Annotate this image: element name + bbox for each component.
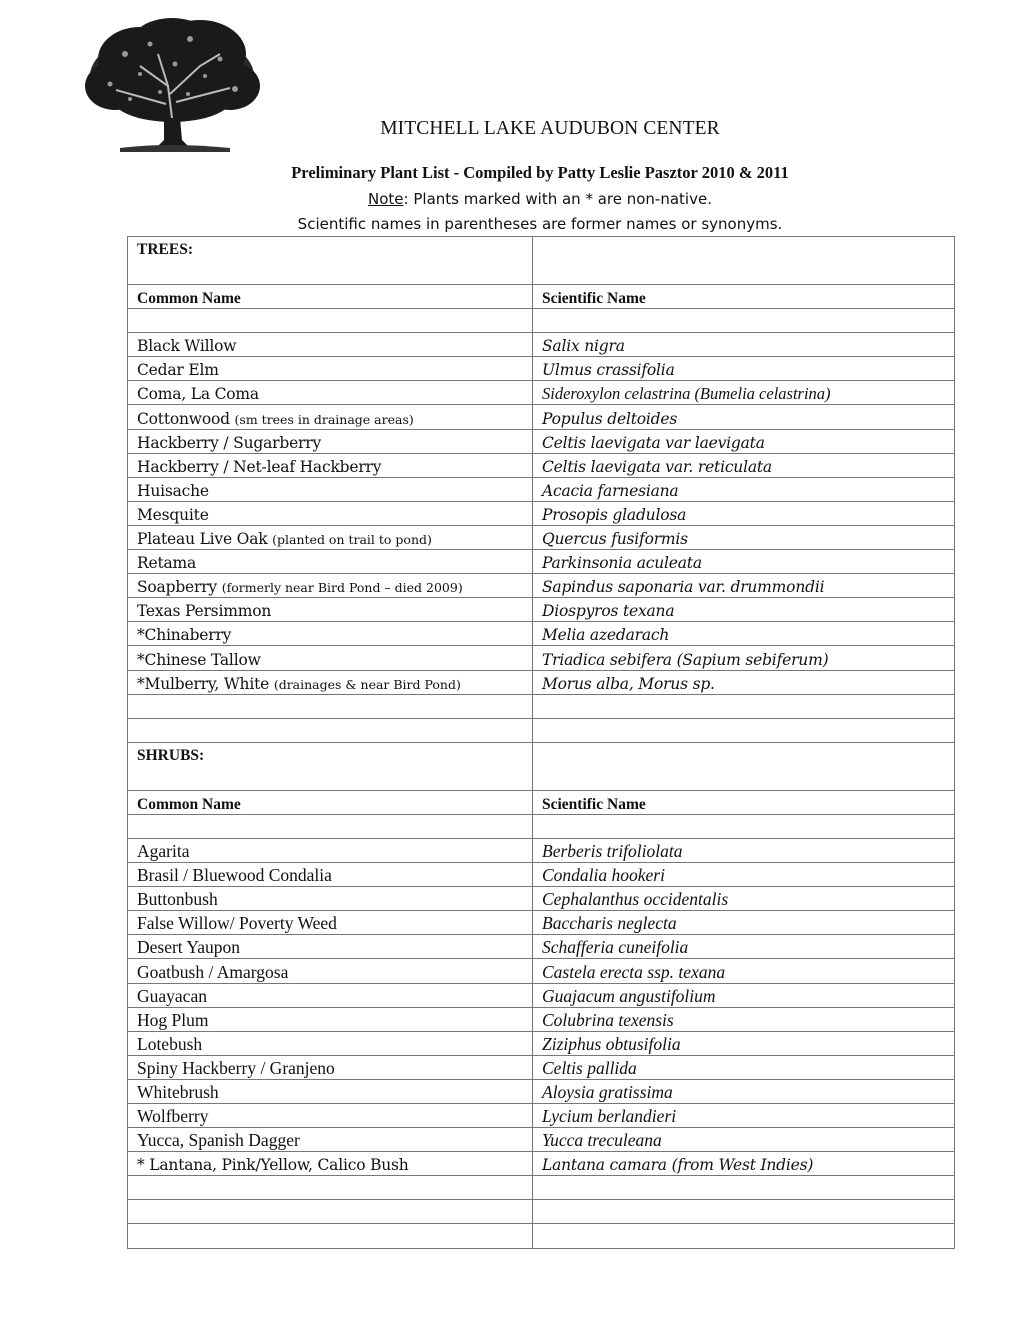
scientific-name-cell	[533, 935, 955, 959]
trees-row	[128, 525, 955, 549]
blank-cell	[128, 814, 533, 838]
scientific-name: Ulmus crassifolia	[542, 361, 675, 380]
scientific-name-cell	[533, 525, 955, 549]
column-header-common	[128, 285, 533, 309]
blank-cell	[533, 1224, 955, 1248]
shrubs-row	[128, 838, 955, 862]
common-name: Retama	[137, 554, 197, 573]
scientific-name: Ziziphus obtusifolia	[542, 1033, 681, 1054]
common-name-cell	[128, 1007, 533, 1031]
trees-header-row	[128, 285, 955, 309]
scientific-name: Lantana camara (from West Indies)	[542, 1156, 814, 1175]
scientific-name: Quercus fusiformis	[542, 530, 688, 549]
column-header-scientific	[533, 790, 955, 814]
trees-row	[128, 453, 955, 477]
common-name: Coma, La Coma	[137, 385, 259, 404]
common-name-cell	[128, 525, 533, 549]
scientific-name-cell	[533, 911, 955, 935]
scientific-name: Condalia hookeri	[542, 865, 665, 886]
blank-row	[128, 814, 955, 838]
scientific-name-cell	[533, 429, 955, 453]
shrubs-row	[128, 1152, 955, 1176]
common-name-cell	[128, 598, 533, 622]
trees-row	[128, 622, 955, 646]
scientific-name-cell	[533, 598, 955, 622]
common-name-cell	[128, 1152, 533, 1176]
scientific-name-cell	[533, 1128, 955, 1152]
common-name: Black Willow	[137, 337, 237, 356]
scientific-name-cell	[533, 574, 955, 598]
blank-row	[128, 309, 955, 333]
scientific-name-cell	[533, 983, 955, 1007]
blank-row	[128, 694, 955, 718]
scientific-name-cell	[533, 1031, 955, 1055]
trees-row	[128, 357, 955, 381]
blank-cell	[128, 1176, 533, 1200]
scientific-name: Guajacum angustifolium	[542, 985, 716, 1006]
scientific-name: Populus deltoides	[542, 409, 678, 428]
common-name: Desert Yaupon	[137, 937, 241, 958]
scientific-name-cell	[533, 333, 955, 357]
scientific-name-cell	[533, 622, 955, 646]
trees-row	[128, 646, 955, 670]
scientific-name-cell	[533, 357, 955, 381]
blank-cell	[128, 718, 533, 742]
common-name-cell	[128, 959, 533, 983]
common-name: Yucca, Spanish Dagger	[137, 1130, 300, 1151]
scientific-name: Yucca treculeana	[542, 1130, 662, 1151]
trees-row	[128, 598, 955, 622]
common-name-cell	[128, 429, 533, 453]
blank-cell	[533, 1200, 955, 1224]
scientific-name-cell	[533, 1079, 955, 1103]
column-header-common	[128, 790, 533, 814]
scientific-name-cell	[533, 477, 955, 501]
common-name-cell	[128, 935, 533, 959]
common-name-cell	[128, 670, 533, 694]
scientific-name: Morus alba, Morus sp.	[542, 674, 715, 693]
shrubs-row	[128, 959, 955, 983]
scientific-name: Melia azedarach	[542, 626, 670, 645]
habitat-note: (drainages & near Bird Pond)	[273, 676, 461, 692]
common-name-cell	[128, 983, 533, 1007]
scientific-name: Diospyros texana	[542, 602, 675, 621]
shrubs-row	[128, 911, 955, 935]
scientific-name: Celtis laevigata var laevigata	[542, 433, 765, 452]
blank-cell	[533, 718, 955, 742]
scientific-name: Celtis laevigata var. reticulata	[542, 457, 772, 476]
shrubs-row	[128, 935, 955, 959]
blank-row	[128, 1200, 955, 1224]
blank-cell	[128, 309, 533, 333]
common-name: Plateau Live Oak	[137, 530, 273, 549]
shrubs-row	[128, 1104, 955, 1128]
scientific-name: Castela erecta ssp. texana	[542, 961, 726, 982]
common-name: Brasil / Bluewood Condalia	[137, 865, 332, 886]
common-name-cell	[128, 1031, 533, 1055]
scientific-name: Sapindus saponaria var. drummondii	[542, 578, 825, 597]
scientific-name: Colubrina texensis	[542, 1009, 674, 1030]
shrubs-row	[128, 1031, 955, 1055]
section-label-cell	[128, 742, 533, 790]
blank-row	[128, 1176, 955, 1200]
trees-row	[128, 405, 955, 429]
common-name-cell	[128, 1079, 533, 1103]
common-name-cell	[128, 453, 533, 477]
common-name: Cedar Elm	[137, 361, 219, 380]
section-empty-cell	[533, 237, 955, 285]
blank-cell	[128, 1200, 533, 1224]
scientific-name-cell	[533, 670, 955, 694]
scientific-name: Prosopis gladulosa	[542, 505, 687, 524]
scientific-name: Triadica sebifera (Sapium sebiferum)	[542, 650, 829, 669]
scientific-name: Salix nigra	[542, 337, 625, 356]
common-name: *Mulberry, White	[137, 674, 274, 693]
common-name: *Chinese Tallow	[137, 650, 261, 669]
habitat-note: (planted on trail to pond)	[272, 532, 432, 548]
note-synonyms: Scientific names in parentheses are former names or synonyms.	[297, 215, 783, 233]
common-name: Goatbush / Amargosa	[137, 961, 289, 982]
common-name-cell	[128, 501, 533, 525]
scientific-name-cell	[533, 1007, 955, 1031]
blank-row	[128, 1224, 955, 1248]
trees-row	[128, 381, 955, 405]
common-name-cell	[128, 477, 533, 501]
trees-row	[128, 501, 955, 525]
shrubs-row	[128, 887, 955, 911]
blank-cell	[128, 694, 533, 718]
scientific-name-cell	[533, 1152, 955, 1176]
scientific-name-cell	[533, 646, 955, 670]
shrubs-section-row	[128, 742, 955, 790]
scientific-name: Sideroxylon celastrina (Bumelia celastrina)	[542, 384, 831, 404]
blank-cell	[533, 814, 955, 838]
shrubs-row	[128, 1007, 955, 1031]
common-name: Hackberry / Sugarberry	[137, 433, 322, 452]
trees-row	[128, 574, 955, 598]
plant-table	[127, 236, 955, 1249]
scientific-name: Aloysia gratissima	[542, 1082, 673, 1102]
common-name: Wolfberry	[137, 1106, 209, 1127]
trees-row	[128, 477, 955, 501]
scientific-name-cell	[533, 1055, 955, 1079]
shrubs-row	[128, 1079, 955, 1103]
common-name-cell	[128, 381, 533, 405]
scientific-name-cell	[533, 887, 955, 911]
common-name-cell	[128, 1104, 533, 1128]
scientific-name-cell	[533, 863, 955, 887]
column-header-common-name: Common Name	[137, 290, 241, 308]
section-label: SHRUBS:	[137, 746, 205, 764]
common-name-cell	[128, 887, 533, 911]
scientific-name: Celtis pallida	[542, 1057, 637, 1078]
column-header-scientific-name: Scientific Name	[542, 290, 646, 308]
column-header-scientific-name: Scientific Name	[542, 795, 646, 813]
common-name: Soapberry	[137, 578, 222, 597]
note-text: : Plants marked with an * are non-native.	[403, 190, 712, 208]
common-name-cell	[128, 622, 533, 646]
note-label: Note	[368, 190, 404, 208]
column-header-scientific	[533, 285, 955, 309]
scientific-name-cell	[533, 453, 955, 477]
common-name-cell	[128, 838, 533, 862]
common-name: Mesquite	[137, 505, 209, 524]
scientific-name: Cephalanthus occidentalis	[542, 889, 729, 910]
trees-row	[128, 550, 955, 574]
column-header-common-name: Common Name	[137, 795, 241, 813]
common-name: Hog Plum	[137, 1009, 209, 1030]
common-name-cell	[128, 1128, 533, 1152]
common-name-cell	[128, 550, 533, 574]
scientific-name-cell	[533, 550, 955, 574]
scientific-name: Lycium berlandieri	[542, 1106, 677, 1127]
common-name: Huisache	[137, 481, 209, 500]
blank-cell	[533, 1176, 955, 1200]
shrubs-row	[128, 983, 955, 1007]
shrubs-row	[128, 863, 955, 887]
scientific-name-cell	[533, 381, 955, 405]
common-name: Texas Persimmon	[137, 602, 272, 621]
common-name-cell	[128, 405, 533, 429]
scientific-name: Berberis trifoliolata	[542, 841, 683, 862]
blank-cell	[533, 694, 955, 718]
scientific-name-cell	[533, 501, 955, 525]
blank-cell	[128, 1224, 533, 1248]
scientific-name-cell	[533, 959, 955, 983]
scientific-name: Parkinsonia aculeata	[542, 554, 702, 573]
scientific-name: Schafferia cuneifolia	[542, 937, 689, 958]
page-title: MITCHELL LAKE AUDUBON CENTER	[380, 118, 720, 139]
shrubs-row	[128, 1128, 955, 1152]
page-subtitle: Preliminary Plant List - Compiled by Patty Leslie Pasztor 2010 & 2011	[291, 163, 789, 182]
common-name: Cottonwood	[137, 409, 235, 428]
common-name-cell	[128, 1055, 533, 1079]
section-label-cell	[128, 237, 533, 285]
scientific-name: Baccharis neglecta	[542, 913, 677, 934]
common-name: Lotebush	[137, 1033, 203, 1054]
common-name-cell	[128, 646, 533, 670]
scientific-name-cell	[533, 1104, 955, 1128]
common-name: * Lantana, Pink/Yellow, Calico Bush	[137, 1156, 409, 1175]
scientific-name-cell	[533, 838, 955, 862]
common-name: Whitebrush	[137, 1082, 219, 1102]
habitat-note: (formerly near Bird Pond – died 2009)	[221, 580, 463, 596]
common-name: Hackberry / Net-leaf Hackberry	[137, 457, 382, 476]
common-name: Guayacan	[137, 985, 207, 1006]
common-name-cell	[128, 863, 533, 887]
habitat-note: (sm trees in drainage areas)	[234, 411, 414, 427]
trees-row	[128, 670, 955, 694]
blank-cell	[533, 309, 955, 333]
blank-row	[128, 718, 955, 742]
common-name: *Chinaberry	[137, 626, 232, 645]
shrubs-row	[128, 1055, 955, 1079]
scientific-name: Acacia farnesiana	[542, 481, 679, 500]
common-name: Buttonbush	[137, 889, 218, 910]
common-name: False Willow/ Poverty Weed	[137, 913, 337, 934]
trees-row	[128, 429, 955, 453]
common-name: Agarita	[137, 841, 190, 862]
trees-row	[128, 333, 955, 357]
section-empty-cell	[533, 742, 955, 790]
common-name-cell	[128, 574, 533, 598]
scientific-name-cell	[533, 405, 955, 429]
common-name-cell	[128, 911, 533, 935]
note-line	[150, 190, 930, 208]
common-name: Spiny Hackberry / Granjeno	[137, 1057, 335, 1078]
common-name-cell	[128, 357, 533, 381]
trees-section-row	[128, 237, 955, 285]
section-label: TREES:	[137, 241, 193, 258]
shrubs-header-row	[128, 790, 955, 814]
common-name-cell	[128, 333, 533, 357]
